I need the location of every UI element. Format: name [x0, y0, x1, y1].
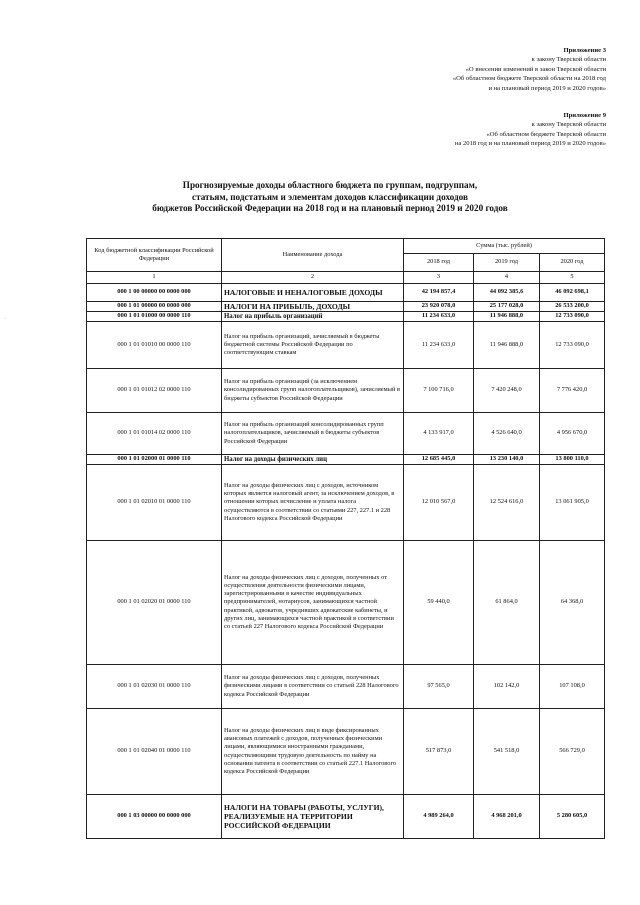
row-value-2018: 7 100 716,0 — [404, 369, 474, 413]
header-year-2020: 2020 год — [540, 254, 605, 272]
table-row — [87, 302, 605, 312]
row-value-2018: 4 989 264,0 — [404, 795, 474, 839]
row-value-2019: 25 177 028,0 — [474, 302, 540, 312]
row-code: 000 1 01 01000 00 0000 110 — [87, 312, 222, 322]
table-row — [87, 709, 605, 795]
document-title — [60, 180, 600, 215]
appendix-9-title: Приложение 9 — [563, 112, 606, 119]
table-row — [87, 413, 605, 455]
row-value-2018: 97 565,0 — [404, 665, 474, 709]
row-value-2018: 517 873,0 — [404, 709, 474, 795]
appendix-3-header — [453, 46, 606, 93]
appendix-9-header — [455, 111, 606, 149]
appendix-3-line: к закону Тверской области — [531, 56, 606, 64]
column-index: 4 — [474, 272, 540, 284]
table-row — [87, 465, 605, 541]
row-value-2020: 12 733 090,0 — [540, 312, 605, 322]
document-title-line: статьям, подстатьям и элементам доходов классификации доходов — [192, 191, 468, 202]
row-value-2020: 64 368,0 — [540, 541, 605, 665]
row-value-2019: 11 946 888,0 — [474, 312, 540, 322]
column-index: 1 — [87, 272, 222, 284]
document-title-line: Прогнозируемые доходы областного бюджета по группам, подгруппам, — [182, 180, 478, 190]
appendix-9-line: к закону Тверской области — [531, 121, 606, 129]
row-value-2019: 12 524 616,0 — [474, 465, 540, 541]
row-code: 000 1 00 00000 00 0000 000 — [87, 284, 222, 302]
table-row — [87, 541, 605, 665]
table-row — [87, 665, 605, 709]
table-row — [87, 369, 605, 413]
row-name: Налог на доходы физических лиц — [222, 455, 404, 465]
row-code: 000 1 01 02030 01 0000 110 — [87, 665, 222, 709]
row-code: 000 1 01 02020 01 0000 110 — [87, 541, 222, 665]
row-name: НАЛОГИ НА ТОВАРЫ (РАБОТЫ, УСЛУГИ), РЕАЛИЗУЕМЫЕ НА ТЕРРИТОРИИ РОССИЙСКОЙ ФЕДЕРАЦИИ — [222, 795, 404, 839]
column-index: 3 — [404, 272, 474, 284]
appendix-3-line: «О внесении изменений в закон Тверской области — [465, 65, 606, 73]
row-value-2018: 23 920 078,0 — [404, 302, 474, 312]
row-name: Налог на прибыль организаций, зачисляемый в бюджеты бюджетной системы Российской Федерации по соответствующим ставкам — [222, 322, 404, 369]
row-name: Налог на доходы физических лиц с доходов, источником которых является налоговый агент, за исключением доходов, в отношении которых исчисление и уплата налога осуществляются в соответствии со статьями 227, 227.1 и 228 Налогового кодекса Российской Федерации — [222, 465, 404, 541]
row-value-2018: 12 685 445,0 — [404, 455, 474, 465]
row-value-2019: 4 526 640,0 — [474, 413, 540, 455]
appendix-3-title: Приложение 3 — [563, 47, 606, 54]
row-name: Налог на доходы физических лиц с доходов, полученных от осуществления деятельности физическими лицами, зарегистрированными в качестве индивидуальных предпринимателей, нотариусов, занимающихся частной практикой, адвокатов, учредивших адвокатские кабинеты, и других лиц, занимающихся частной практикой в соответствии со статьей 227 Налогового кодекса Российской Федерации — [222, 541, 404, 665]
row-value-2020: 566 729,0 — [540, 709, 605, 795]
row-code: 000 1 01 01014 02 0000 110 — [87, 413, 222, 455]
row-name: Налог на доходы физических лиц с доходов, полученных физическими лицами в соответствии со статьей 228 Налогового кодекса Российской Федерации — [222, 665, 404, 709]
row-code: 000 1 01 01010 00 0000 110 — [87, 322, 222, 369]
revenue-table — [86, 238, 605, 839]
row-name: Налог на прибыль организаций (за исключением консолидированных групп налогоплательщиков), зачисляемый в бюджеты субъектов Российской Федерации — [222, 369, 404, 413]
table-row — [87, 322, 605, 369]
row-value-2020: 7 776 420,0 — [540, 369, 605, 413]
row-value-2020: 107 108,0 — [540, 665, 605, 709]
row-value-2019: 61 864,0 — [474, 541, 540, 665]
row-name: НАЛОГОВЫЕ И НЕНАЛОГОВЫЕ ДОХОДЫ — [222, 284, 404, 302]
row-value-2019: 4 968 201,0 — [474, 795, 540, 839]
row-code: 000 1 01 02040 01 0000 110 — [87, 709, 222, 795]
row-value-2018: 12 010 567,0 — [404, 465, 474, 541]
row-value-2018: 11 234 633,0 — [404, 322, 474, 369]
header-sum: Сумма (тыс. рублей) — [404, 239, 605, 254]
row-value-2019: 541 518,0 — [474, 709, 540, 795]
header-name: Наименование дохода — [222, 239, 404, 272]
row-value-2019: 102 142,0 — [474, 665, 540, 709]
row-value-2018: 11 234 633,0 — [404, 312, 474, 322]
row-value-2019: 44 092 385,6 — [474, 284, 540, 302]
row-name: Налог на прибыль организаций консолидированных групп налогоплательщиков, зачисляемый в бюджеты субъектов Российской Федерации — [222, 413, 404, 455]
row-value-2019: 7 420 248,0 — [474, 369, 540, 413]
column-index: 5 — [540, 272, 605, 284]
header-year-2019: 2019 год — [474, 254, 540, 272]
appendix-3-line: «Об областном бюджете Тверской области на 2018 год — [452, 75, 606, 83]
row-name: НАЛОГИ НА ПРИБЫЛЬ, ДОХОДЫ — [222, 302, 404, 312]
row-code: 000 1 01 01012 02 0000 110 — [87, 369, 222, 413]
table-row — [87, 455, 605, 465]
table-row — [87, 284, 605, 302]
row-value-2020: 12 733 090,0 — [540, 322, 605, 369]
row-value-2018: 4 133 917,0 — [404, 413, 474, 455]
row-code: 000 1 01 02010 01 0000 110 — [87, 465, 222, 541]
table-row — [87, 795, 605, 839]
row-name: Налог на прибыль организаций — [222, 312, 404, 322]
header-year-2018: 2018 год — [404, 254, 474, 272]
row-value-2020: 4 956 670,0 — [540, 413, 605, 455]
document-title-line: бюджетов Российской Федерации на 2018 год и на плановый период 2019 и 2020 годов — [152, 203, 508, 214]
row-value-2019: 13 230 140,0 — [474, 455, 540, 465]
row-name: Налог на доходы физических лиц в виде фиксированных авансовых платежей с доходов, полученных физическими лицами, являющимися иностранными гражданами, осуществляющими трудовую деятельность по найму на основании патента в соответствии со статьей 227.1 Налогового кодекса Российской Федерации — [222, 709, 404, 795]
appendix-9-line: на 2018 год и на плановый период 2019 и 2020 годов» — [454, 140, 606, 148]
column-index: 2 — [222, 272, 404, 284]
header-code: Код бюджетной классификации Российской Федерации — [87, 239, 222, 272]
row-value-2020: 5 280 605,0 — [540, 795, 605, 839]
appendix-9-line: «Об областном бюджете Тверской области — [486, 130, 606, 138]
appendix-3-line: и на плановый период 2019 и 2020 годов» — [488, 84, 606, 92]
row-value-2020: 46 092 698,1 — [540, 284, 605, 302]
row-value-2020: 13 800 110,0 — [540, 455, 605, 465]
row-value-2019: 11 946 888,0 — [474, 322, 540, 369]
row-value-2018: 59 440,0 — [404, 541, 474, 665]
margin-mark: · — [4, 316, 6, 322]
row-code: 000 1 01 02000 01 0000 110 — [87, 455, 222, 465]
row-value-2020: 26 533 200,0 — [540, 302, 605, 312]
table-row — [87, 312, 605, 322]
row-value-2018: 42 194 857,4 — [404, 284, 474, 302]
row-value-2020: 13 061 905,0 — [540, 465, 605, 541]
row-code: 000 1 03 00000 00 0000 000 — [87, 795, 222, 839]
row-code: 000 1 01 00000 00 0000 000 — [87, 302, 222, 312]
